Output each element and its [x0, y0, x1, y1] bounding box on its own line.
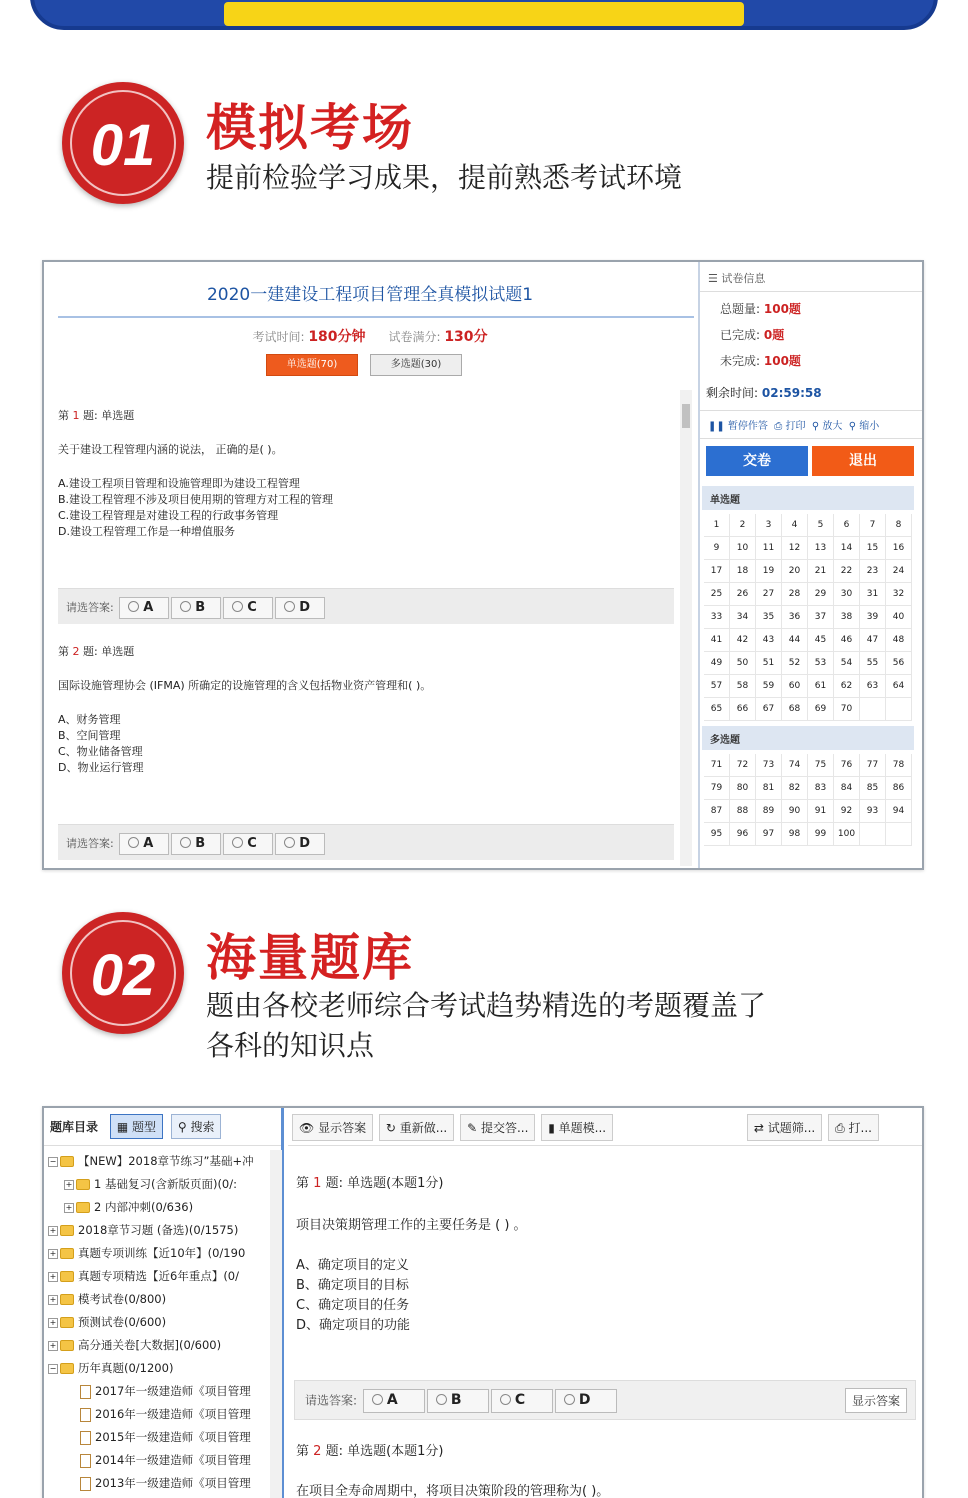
bank-question-1 — [296, 1174, 527, 1336]
tree-folder-item[interactable] — [44, 1311, 270, 1334]
question-number-cell[interactable]: 94 — [886, 800, 912, 823]
question-2 — [58, 644, 674, 776]
question-number-cell[interactable]: 53 — [808, 652, 834, 675]
expand-toggle-icon[interactable]: + — [49, 1271, 57, 1281]
tree-paper-item[interactable] — [44, 1449, 270, 1472]
divider — [58, 316, 694, 318]
question-number-cell[interactable]: 30 — [834, 583, 860, 606]
choice-b[interactable]: B — [171, 597, 221, 619]
question-number-cell[interactable]: 52 — [782, 652, 808, 675]
question-number-cell — [886, 823, 912, 846]
option-d: D.建设工程管理工作是一种增值服务 — [58, 525, 235, 538]
question-number-cell[interactable]: 29 — [808, 583, 834, 606]
question-number-cell[interactable]: 90 — [782, 800, 808, 823]
time-label: 考试时间: — [252, 330, 305, 344]
tab-multi-choice[interactable]: 多选题(30) — [370, 354, 462, 376]
expand-toggle-icon[interactable]: + — [49, 1340, 57, 1350]
filter-button[interactable]: ⇄ 试题筛... — [747, 1114, 822, 1141]
tree-item-label: 2015年一级建造师《项目管理 — [95, 1430, 251, 1444]
print-button[interactable]: ⎙ 打印 — [774, 421, 806, 432]
question-number-cell[interactable]: 31 — [860, 583, 886, 606]
question-number-cell[interactable]: 67 — [756, 698, 782, 721]
choice-d[interactable]: D — [275, 833, 325, 855]
expand-toggle-icon[interactable]: + — [65, 1179, 73, 1189]
question-number-cell[interactable]: 59 — [756, 675, 782, 698]
question-number-cell[interactable]: 10 — [730, 537, 756, 560]
choice-b[interactable]: B — [171, 833, 221, 855]
search-button[interactable]: ⚲ 搜索 — [171, 1114, 222, 1139]
exit-button[interactable]: 退出 — [812, 446, 914, 476]
option-d: D、物业运行管理 — [58, 761, 144, 774]
tree-item-label: 2018章节习题 (备选)(0/1575) — [78, 1223, 239, 1237]
question-number-cell[interactable]: 51 — [756, 652, 782, 675]
question-number-cell[interactable]: 13 — [808, 537, 834, 560]
catalog-scrollbar[interactable] — [270, 1150, 282, 1498]
question-number-cell[interactable]: 82 — [782, 777, 808, 800]
question-number-cell[interactable]: 41 — [704, 629, 730, 652]
question-stem: 在项目全寿命周期中，将项目决策阶段的管理称为( )。 — [296, 1484, 610, 1498]
expand-toggle-icon[interactable]: − — [49, 1363, 57, 1373]
question-number-cell[interactable]: 69 — [808, 698, 834, 721]
tree-item-label: 2 内部冲刺(0/636) — [94, 1200, 194, 1214]
folder-icon — [60, 1271, 74, 1282]
option-c: C.建设工程管理是对建设工程的行政事务管理 — [58, 509, 279, 522]
catalog-title: 题库目录 — [50, 1120, 99, 1134]
expand-toggle-icon[interactable]: − — [49, 1156, 57, 1166]
question-number-cell[interactable]: 47 — [860, 629, 886, 652]
folder-icon — [60, 1248, 74, 1259]
question-number-cell[interactable]: 21 — [808, 560, 834, 583]
question-number-cell[interactable]: 26 — [730, 583, 756, 606]
choice-d[interactable]: D — [555, 1389, 617, 1413]
document-icon — [80, 1477, 91, 1491]
question-number-cell[interactable]: 28 — [782, 583, 808, 606]
question-number-cell[interactable]: 89 — [756, 800, 782, 823]
tree-item-label: 模考试卷(0/800) — [78, 1292, 167, 1306]
tree-item-label: 历年真题(0/1200) — [78, 1361, 174, 1375]
question-heading: 第 1 题: 单选题 — [58, 409, 135, 422]
tree-item-label: 真题专项训练【近10年】(0/190 — [78, 1246, 246, 1260]
choice-b[interactable]: B — [427, 1389, 489, 1413]
question-number-cell — [860, 698, 886, 721]
tree-paper-item[interactable] — [44, 1403, 270, 1426]
answer-label: 请选答案: — [66, 837, 114, 850]
tree-item-label: 2014年一级建造师《项目管理 — [95, 1453, 251, 1467]
option-c: C、物业储备管理 — [58, 745, 143, 758]
question-number-cell — [886, 698, 912, 721]
question-number-cell[interactable]: 4 — [782, 514, 808, 537]
question-number-cell[interactable]: 32 — [886, 583, 912, 606]
question-type-button[interactable]: ▦ 题型 — [110, 1114, 163, 1139]
question-number-cell[interactable]: 93 — [860, 800, 886, 823]
question-number-cell[interactable]: 100 — [834, 823, 860, 846]
answer-label: 请选答案: — [66, 601, 114, 614]
choice-a[interactable]: A — [119, 833, 169, 855]
bank-question-2 — [296, 1442, 609, 1498]
section-desc: 提前检验学习成果，提前熟悉考试环境 — [206, 161, 683, 194]
redo-button[interactable]: ↻ 重新做... — [379, 1114, 454, 1141]
option-b: B、空间管理 — [58, 729, 121, 742]
question-number-cell[interactable]: 50 — [730, 652, 756, 675]
question-scrollbar[interactable] — [680, 390, 692, 866]
question-number-cell[interactable]: 65 — [704, 698, 730, 721]
question-number-cell[interactable]: 1 — [704, 514, 730, 537]
question-heading: 第 1 题: 单选题(本题1分) — [296, 1176, 444, 1191]
question-number-cell[interactable]: 55 — [860, 652, 886, 675]
question-number-cell[interactable]: 44 — [782, 629, 808, 652]
section-desc-line2: 各科的知识点 — [206, 1029, 375, 1062]
question-number-cell[interactable]: 87 — [704, 800, 730, 823]
tree-folder-item[interactable] — [44, 1196, 270, 1219]
question-number-cell[interactable]: 71 — [704, 754, 730, 777]
question-number-cell[interactable]: 96 — [730, 823, 756, 846]
question-number-cell[interactable]: 36 — [782, 606, 808, 629]
question-number-cell[interactable]: 22 — [834, 560, 860, 583]
section-desc-line1: 题由各校老师综合考试趋势精选的考题覆盖了 — [206, 989, 767, 1022]
option-b: B.建设工程管理不涉及项目使用期的管理方对工程的管理 — [58, 493, 334, 506]
question-number-cell[interactable]: 64 — [886, 675, 912, 698]
exam-info-panel — [698, 262, 922, 868]
folder-icon — [60, 1294, 74, 1305]
folder-icon — [60, 1340, 74, 1351]
question-number-cell[interactable]: 15 — [860, 537, 886, 560]
submit-answers-button[interactable]: ✎ 提交答... — [460, 1114, 535, 1141]
answer-bar-1 — [58, 588, 674, 624]
show-answer-inline-button[interactable]: 显示答案 — [845, 1388, 907, 1413]
question-heading: 第 2 题: 单选题 — [58, 645, 135, 658]
tree-folder-item[interactable] — [44, 1265, 270, 1288]
done-count: 0题 — [763, 328, 785, 342]
tree-folder-item[interactable] — [44, 1150, 270, 1173]
question-number-cell[interactable]: 23 — [860, 560, 886, 583]
question-number-cell[interactable]: 57 — [704, 675, 730, 698]
question-number-cell[interactable]: 42 — [730, 629, 756, 652]
question-number-cell[interactable]: 54 — [834, 652, 860, 675]
multi-choice-grid — [704, 754, 914, 846]
show-answer-button[interactable]: 👁 显示答案 — [292, 1114, 373, 1141]
top-banner — [30, 0, 938, 30]
question-number-cell[interactable]: 16 — [886, 537, 912, 560]
choice-c[interactable]: C — [223, 833, 273, 855]
section-title: 模拟考场 — [206, 99, 414, 157]
tree-folder-item[interactable] — [44, 1334, 270, 1357]
question-number-cell[interactable]: 92 — [834, 800, 860, 823]
tree-folder-item[interactable] — [44, 1242, 270, 1265]
question-number-cell[interactable]: 80 — [730, 777, 756, 800]
undone-count: 100题 — [763, 354, 801, 368]
exam-meta — [44, 326, 696, 346]
question-number-cell[interactable]: 56 — [886, 652, 912, 675]
question-number-cell[interactable]: 37 — [808, 606, 834, 629]
zoom-in-button[interactable]: ⚲ 放大 — [811, 421, 843, 432]
question-number-cell[interactable]: 48 — [886, 629, 912, 652]
tree-folder-item[interactable] — [44, 1357, 270, 1380]
single-mode-button[interactable]: ▮ 单题模... — [541, 1114, 613, 1141]
panel-toolbar — [700, 410, 922, 439]
catalog-panel — [44, 1108, 284, 1498]
section-title: 海量题库 — [206, 929, 414, 987]
question-number-cell[interactable]: 40 — [886, 606, 912, 629]
banner-title-graphic — [224, 2, 744, 26]
document-icon — [80, 1385, 91, 1399]
tree-item-label: 高分通关卷[大数据](0/600) — [78, 1338, 222, 1352]
question-number-cell[interactable]: 17 — [704, 560, 730, 583]
zoom-out-button[interactable]: ⚲ 缩小 — [848, 421, 880, 432]
question-number-cell[interactable]: 62 — [834, 675, 860, 698]
question-number-cell[interactable]: 12 — [782, 537, 808, 560]
choice-c[interactable]: C — [491, 1389, 553, 1413]
choice-d[interactable]: D — [275, 597, 325, 619]
answer-label: 请选答案: — [305, 1393, 358, 1408]
question-number-cell[interactable]: 25 — [704, 583, 730, 606]
question-number-cell[interactable]: 34 — [730, 606, 756, 629]
question-number-cell[interactable]: 98 — [782, 823, 808, 846]
option-b: B、确定项目的目标 — [296, 1278, 409, 1293]
question-number-cell[interactable]: 9 — [704, 537, 730, 560]
expand-toggle-icon[interactable]: + — [49, 1317, 57, 1327]
question-number-cell[interactable]: 61 — [808, 675, 834, 698]
question-number-cell[interactable]: 66 — [730, 698, 756, 721]
document-icon — [80, 1454, 91, 1468]
question-number-cell[interactable]: 18 — [730, 560, 756, 583]
tree-folder-item[interactable] — [44, 1173, 270, 1196]
question-1 — [58, 408, 674, 540]
single-choice-header: 单选题 — [702, 486, 914, 510]
question-number-cell[interactable]: 43 — [756, 629, 782, 652]
tree-paper-item[interactable] — [44, 1472, 270, 1495]
score-value: 130分 — [444, 329, 488, 345]
exam-stats: 总题量: 100题 已完成: 0题 未完成: 100题 — [720, 302, 801, 368]
question-number-cell[interactable]: 78 — [886, 754, 912, 777]
option-c: C、确定项目的任务 — [296, 1298, 410, 1313]
question-number-cell[interactable]: 60 — [782, 675, 808, 698]
print-button[interactable]: ⎙ 打... — [828, 1114, 879, 1141]
question-number-cell[interactable]: 76 — [834, 754, 860, 777]
folder-icon — [60, 1156, 74, 1167]
expand-toggle-icon[interactable]: + — [65, 1202, 73, 1212]
tree-item-label: 2013年一级建造师《项目管理 — [95, 1476, 251, 1490]
question-number-cell[interactable]: 2 — [730, 514, 756, 537]
question-number-cell[interactable]: 11 — [756, 537, 782, 560]
question-number-cell[interactable]: 85 — [860, 777, 886, 800]
question-number-cell[interactable]: 91 — [808, 800, 834, 823]
question-number-cell[interactable]: 3 — [756, 514, 782, 537]
question-stem: 国际设施管理协会 (IFMA) 所确定的设施管理的含义包括物业资产管理和( )。 — [58, 679, 432, 692]
question-number-cell[interactable]: 5 — [808, 514, 834, 537]
choice-a[interactable]: A — [363, 1389, 425, 1413]
bank-toolbar — [288, 1108, 922, 1146]
multi-choice-header: 多选题 — [702, 726, 914, 750]
tree-item-label: 1 基础复习(含新版页面)(0/: — [94, 1177, 237, 1191]
question-number-cell[interactable]: 20 — [782, 560, 808, 583]
question-number-cell[interactable]: 7 — [860, 514, 886, 537]
question-number-cell[interactable]: 14 — [834, 537, 860, 560]
folder-icon — [60, 1225, 74, 1236]
tree-folder-item[interactable] — [44, 1219, 270, 1242]
question-number-cell[interactable]: 97 — [756, 823, 782, 846]
section-number-badge — [62, 82, 184, 204]
question-number-cell[interactable]: 75 — [808, 754, 834, 777]
choice-c[interactable]: C — [223, 597, 273, 619]
catalog-header — [44, 1108, 281, 1146]
question-stem: 关于建设工程管理内涵的说法， 正确的是( )。 — [58, 443, 283, 456]
question-number-cell[interactable]: 63 — [860, 675, 886, 698]
total-count: 100题 — [763, 302, 801, 316]
remaining-time: 剩余时间: 02:59:58 — [706, 386, 822, 400]
question-number-cell[interactable]: 86 — [886, 777, 912, 800]
expand-toggle-icon[interactable]: + — [49, 1294, 57, 1304]
question-number-cell[interactable]: 24 — [886, 560, 912, 583]
question-number-cell[interactable]: 72 — [730, 754, 756, 777]
single-choice-grid — [704, 514, 914, 721]
folder-icon — [76, 1179, 90, 1190]
tree-item-label: 2017年一级建造师《项目管理 — [95, 1384, 251, 1398]
question-number-cell[interactable]: 77 — [860, 754, 886, 777]
question-number-cell[interactable]: 79 — [704, 777, 730, 800]
answer-bar-2 — [58, 824, 674, 860]
document-icon — [80, 1408, 91, 1422]
tree-paper-item[interactable] — [44, 1426, 270, 1449]
question-number-cell[interactable]: 33 — [704, 606, 730, 629]
question-number-cell[interactable]: 99 — [808, 823, 834, 846]
exam-title: 2020一建建设工程项目管理全真模拟试题1 — [206, 285, 534, 305]
option-a: A.建设工程项目管理和设施管理即为建设工程管理 — [58, 477, 300, 490]
option-a: A、财务管理 — [58, 713, 121, 726]
tree-item-label: 真题专项精选【近6年重点】(0/ — [78, 1269, 239, 1283]
pause-button[interactable]: ❚❚ 暂停作答 — [708, 421, 768, 432]
question-number-cell[interactable]: 88 — [730, 800, 756, 823]
bank-answer-bar — [294, 1380, 916, 1420]
question-number-cell[interactable]: 95 — [704, 823, 730, 846]
choice-a[interactable]: A — [119, 597, 169, 619]
question-number-cell[interactable]: 83 — [808, 777, 834, 800]
section-number: 01 — [90, 113, 156, 178]
section-number-badge — [62, 912, 184, 1034]
document-icon — [80, 1431, 91, 1445]
question-number-cell[interactable]: 27 — [756, 583, 782, 606]
question-number-cell[interactable]: 8 — [886, 514, 912, 537]
time-value: 180分钟 — [308, 329, 366, 345]
folder-icon — [60, 1317, 74, 1328]
question-number-cell[interactable]: 84 — [834, 777, 860, 800]
question-number-cell[interactable]: 58 — [730, 675, 756, 698]
panel-header: ☰ 试卷信息 — [700, 262, 922, 292]
question-number-cell[interactable]: 70 — [834, 698, 860, 721]
folder-icon — [60, 1363, 74, 1374]
question-number-cell[interactable]: 39 — [860, 606, 886, 629]
question-number-cell[interactable]: 81 — [756, 777, 782, 800]
expand-toggle-icon[interactable]: + — [49, 1225, 57, 1235]
catalog-tree — [44, 1150, 270, 1495]
question-bank-window — [42, 1106, 924, 1498]
mock-exam-window — [42, 260, 924, 870]
question-number-cell[interactable]: 35 — [756, 606, 782, 629]
question-number-cell — [860, 823, 886, 846]
option-d: D、确定项目的功能 — [296, 1318, 411, 1333]
question-number-cell[interactable]: 73 — [756, 754, 782, 777]
section-number: 02 — [90, 943, 156, 1008]
question-number-cell[interactable]: 45 — [808, 629, 834, 652]
tree-folder-item[interactable] — [44, 1288, 270, 1311]
question-number-cell[interactable]: 74 — [782, 754, 808, 777]
question-heading: 第 2 题: 单选题(本题1分) — [296, 1444, 444, 1459]
submit-button[interactable]: 交卷 — [706, 446, 808, 476]
tab-single-choice[interactable]: 单选题(70) — [266, 354, 358, 376]
tree-item-label: 2016年一级建造师《项目管理 — [95, 1407, 251, 1421]
score-label: 试卷满分: — [388, 330, 441, 344]
question-number-cell[interactable]: 46 — [834, 629, 860, 652]
question-number-cell[interactable]: 49 — [704, 652, 730, 675]
tree-paper-item[interactable] — [44, 1380, 270, 1403]
question-stem: 项目决策期管理工作的主要任务是 ( ) 。 — [296, 1218, 527, 1233]
tree-item-label: 预测试卷(0/600) — [78, 1315, 167, 1329]
expand-toggle-icon[interactable]: + — [49, 1248, 57, 1258]
question-number-cell[interactable]: 6 — [834, 514, 860, 537]
option-a: A、确定项目的定义 — [296, 1258, 409, 1273]
question-number-cell[interactable]: 68 — [782, 698, 808, 721]
tree-item-label: 【NEW】2018章节练习”基础+冲 — [78, 1154, 254, 1168]
folder-icon — [76, 1202, 90, 1213]
question-number-cell[interactable]: 19 — [756, 560, 782, 583]
question-number-cell[interactable]: 38 — [834, 606, 860, 629]
